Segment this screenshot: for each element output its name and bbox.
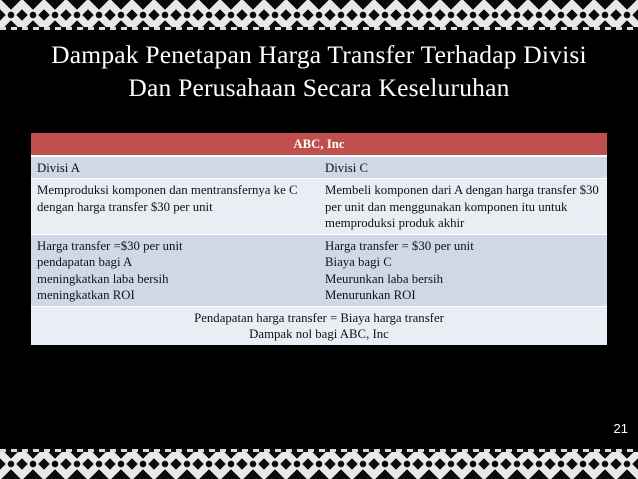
cell-divisi-c-heading: Divisi C [319,156,607,179]
cell-summary [31,306,607,345]
decorative-bottom-border [0,449,638,479]
table-row-summary [31,306,607,345]
effect-line: meningkatkan laba bersih [37,271,169,286]
effect-line: Harga transfer = $30 per unit [325,238,474,253]
table-row-effects [31,234,607,306]
decorative-top-border [0,0,638,30]
slide-title-line-2: Dan Perusahaan Secara Keseluruhan [128,73,510,102]
effect-line: Menurunkan ROI [325,288,416,302]
effect-line: Harga transfer =$30 per unit [37,238,183,253]
table-row-actions [31,179,607,235]
summary-line: Dampak nol bagi ABC, Inc [249,327,389,341]
effect-line: Biaya bagi C [325,255,392,269]
cell-divisi-a-heading: Divisi A [31,156,319,179]
slide-title [0,38,638,104]
table-row-divisions [31,156,607,179]
table-header-abc: ABC, Inc [31,133,607,156]
slide-page-number: 21 [613,421,628,436]
transfer-price-table [31,133,607,345]
summary-line: Pendapatan harga transfer = Biaya harga transfer [194,310,444,325]
slide-title-line-1: Dampak Penetapan Harga Transfer Terhadap Divisi [51,40,587,69]
cell-divisi-a-effects [31,234,319,306]
cell-divisi-a-action: Memproduksi komponen dan mentransfernya ke C dengan harga transfer $30 per unit [31,179,319,235]
cell-divisi-c-action: Membeli komponen dari A dengan harga transfer $30 per unit dan menggunakan komponen itu untuk memproduksi produk akhir [319,179,607,235]
table-header-row [31,133,607,156]
effect-line: Meurunkan laba bersih [325,271,443,286]
effect-line: meningkatkan ROI [37,288,135,302]
effect-line: pendapatan bagi A [37,255,133,269]
cell-divisi-c-effects [319,234,607,306]
